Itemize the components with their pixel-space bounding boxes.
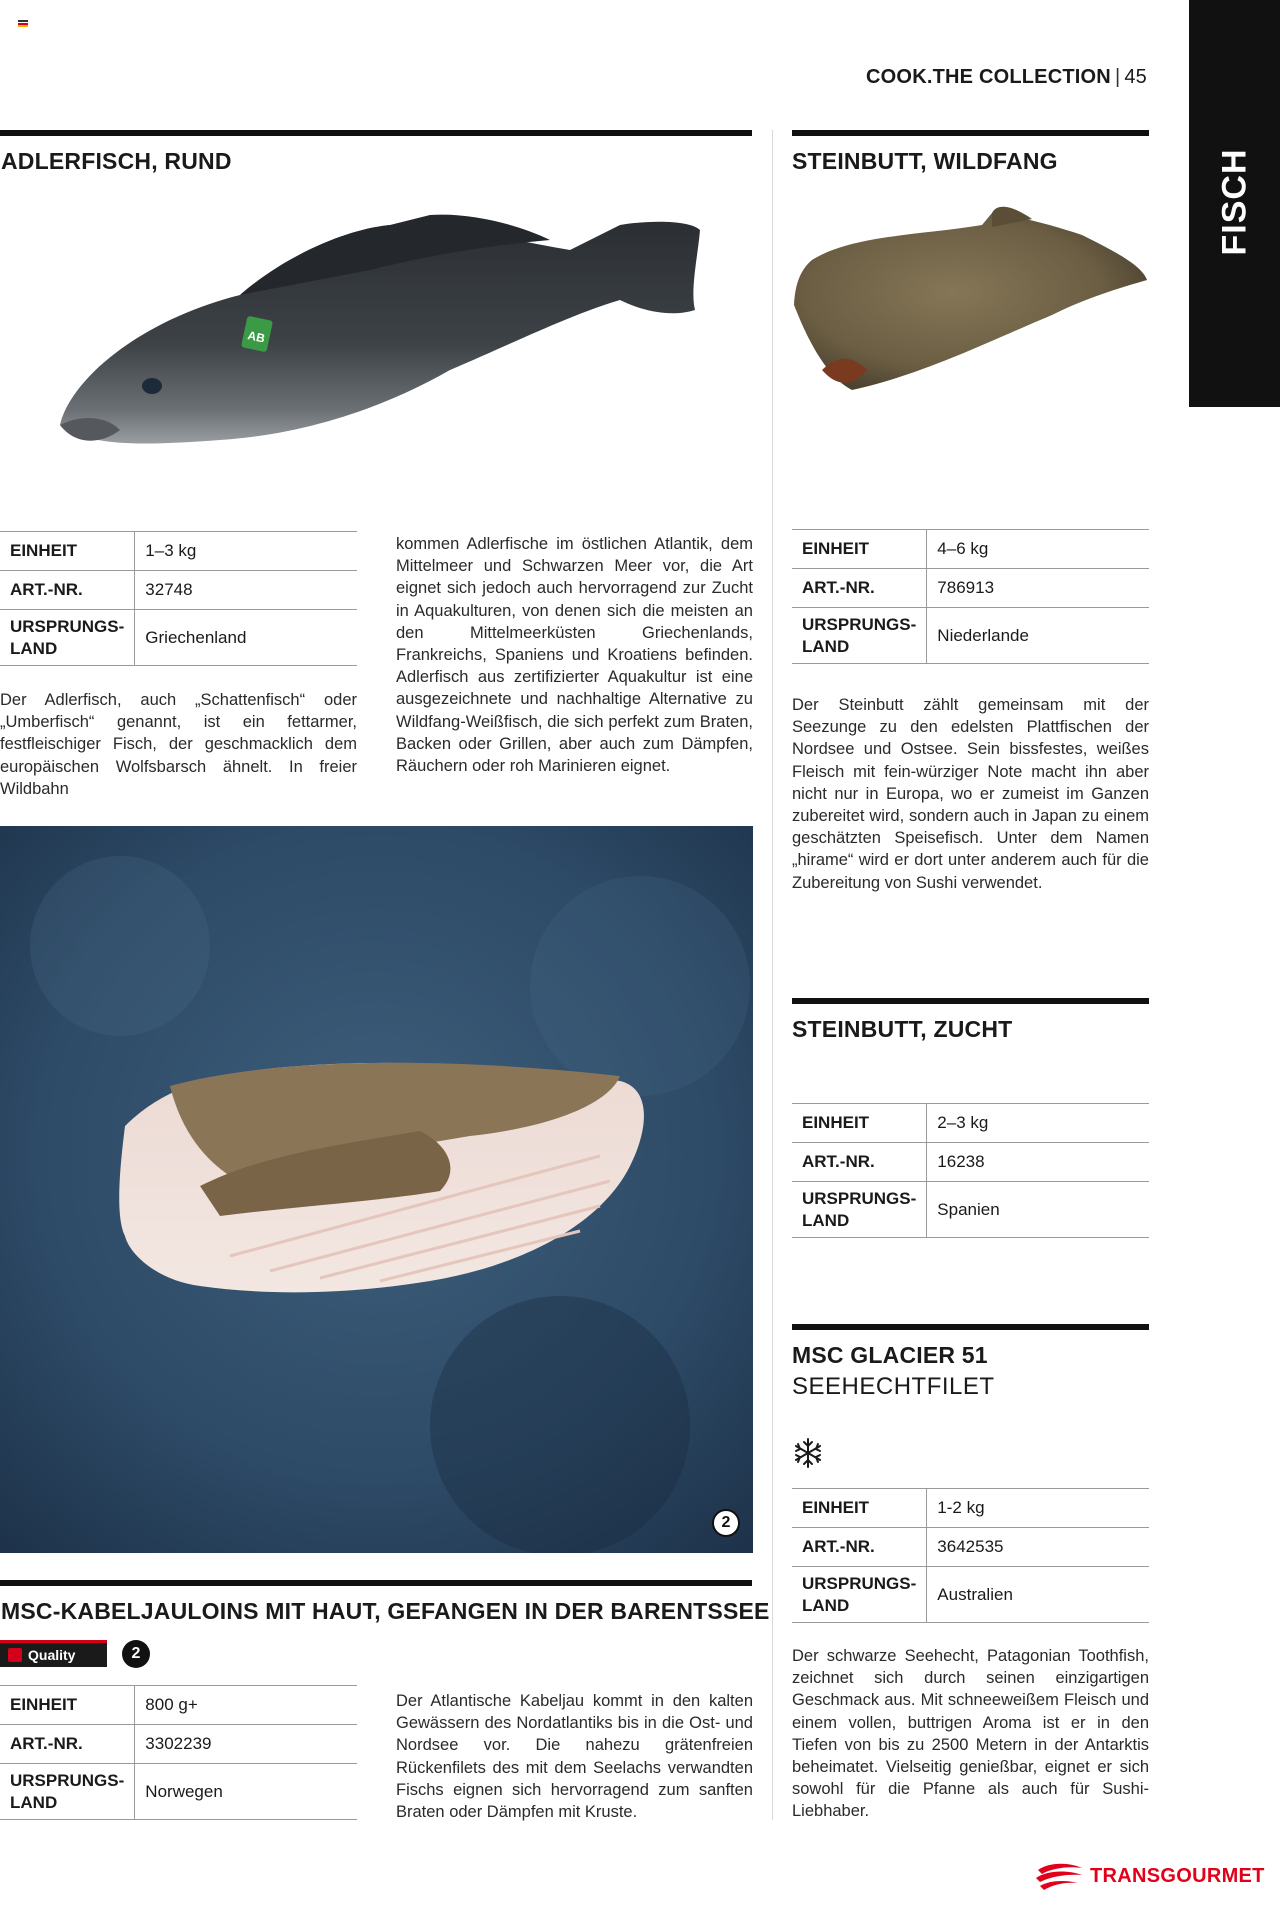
spec-label-article: ART.-NR. — [0, 571, 135, 610]
category-tab[interactable] — [1189, 0, 1280, 407]
kabeljau-title: MSC-KABELJAULOINS MIT HAUT, GEFANGEN IN DER BARENTSSEE — [1, 1598, 770, 1624]
transgourmet-logo-icon — [1034, 1860, 1084, 1892]
spec-row-origin — [792, 608, 1149, 664]
adlerfisch-image — [50, 200, 710, 480]
section-rule — [0, 1580, 752, 1586]
category-tab-label: FISCH — [1215, 148, 1253, 256]
adlerfisch-title: ADLERFISCH, RUND — [1, 148, 232, 174]
kabeljau-origin: Norwegen — [135, 1764, 357, 1820]
glacier-spec-table — [792, 1488, 1149, 1623]
glacier-subtitle: SEEHECHTFILET — [792, 1373, 995, 1400]
section-rule — [792, 998, 1149, 1004]
spec-label-article: ART.-NR. — [792, 1143, 927, 1182]
kabeljau-badge: 2 — [122, 1640, 150, 1668]
glacier-origin: Australien — [927, 1567, 1149, 1623]
snowflake-icon — [792, 1437, 824, 1469]
column-divider — [772, 130, 773, 1820]
logo-text: TRANSGOURMET — [1090, 1864, 1265, 1887]
adlerfisch-spec-table — [0, 531, 357, 666]
collection-title: COOK.THE COLLECTION — [866, 66, 1111, 88]
glacier-title: MSC GLACIER 51 — [792, 1342, 988, 1368]
page-header — [866, 66, 1147, 89]
spec-row-origin — [792, 1567, 1149, 1623]
spec-label-unit: EINHEIT — [792, 530, 927, 569]
adlerfisch-article: 32748 — [135, 571, 357, 610]
header-separator: | — [1114, 66, 1121, 88]
adlerfisch-unit: 1–3 kg — [135, 532, 357, 571]
image-badge: 2 — [712, 1509, 740, 1537]
steinbutt-zucht-spec-table — [792, 1103, 1149, 1238]
spec-label-unit: EINHEIT — [0, 532, 135, 571]
steinbutt-wild-spec-table — [792, 529, 1149, 664]
page-number: 45 — [1124, 66, 1147, 88]
spec-row-origin — [792, 1182, 1149, 1238]
quality-label — [0, 1640, 107, 1667]
steinbutt-wild-description: Der Steinbutt zählt gemeinsam mit der Seezunge zu den edelsten Plattfischen der Nordsee und Ostsee. Sein bissfestes, weißes Fleisch mit fein-würziger Note macht ihn aber nicht nur in Europa, wo er zumeist im Ganzen zubereitet wird, sondern auch in Japan zu einem geschätzten Speisefisch. Unter dem Namen „hirame“ wird er dort unter anderem auch für die Zubereitung von Sushi verwendet. — [792, 696, 1149, 892]
spec-row-article — [792, 569, 1149, 608]
section-rule — [0, 130, 752, 136]
quality-icon — [8, 1648, 22, 1662]
spec-label-origin: URSPRUNGS- LAND — [792, 1567, 927, 1623]
spec-label-unit: EINHEIT — [0, 1686, 135, 1725]
spec-row-origin — [0, 1764, 357, 1820]
spec-row-article — [0, 571, 357, 610]
spec-label-origin: URSPRUNGS- LAND — [0, 1764, 135, 1820]
quality-text: Quality — [28, 1647, 76, 1663]
steinbutt-zucht-unit: 2–3 kg — [927, 1104, 1149, 1143]
spec-row-unit — [0, 532, 357, 571]
glacier-article: 3642535 — [927, 1528, 1149, 1567]
spec-row-unit — [0, 1686, 357, 1725]
steinbutt-wild-origin: Niederlande — [927, 608, 1149, 664]
steinbutt-zucht-article: 16238 — [927, 1143, 1149, 1182]
spec-row-unit — [792, 530, 1149, 569]
spec-label-origin: URSPRUNGS- LAND — [0, 610, 135, 666]
spec-label-article: ART.-NR. — [0, 1725, 135, 1764]
section-rule — [792, 130, 1149, 136]
spec-label-unit: EINHEIT — [792, 1104, 927, 1143]
steinbutt-zucht-title: STEINBUTT, ZUCHT — [792, 1016, 1013, 1042]
spec-label-unit: EINHEIT — [792, 1489, 927, 1528]
spec-row-unit — [792, 1489, 1149, 1528]
kabeljau-description: Der Atlantische Kabeljau kommt in den kalten Gewässern des Nordatlantiks bis in die Ost- und Nordsee vor. Die nahezu grätenfreien Rückenfilets des mit dem Seelachs verwandten Fischs eignen sich hervorragend zum sanften Braten oder Dämpfen mit Kruste. — [396, 1692, 753, 1822]
transgourmet-logo[interactable] — [1034, 1860, 1265, 1892]
spec-row-article — [0, 1725, 357, 1764]
steinbutt-wild-title: STEINBUTT, WILDFANG — [792, 148, 1058, 174]
organic-label: AB — [246, 328, 267, 346]
glacier-description: Der schwarze Seehecht, Patagonian Toothfish, zeichnet sich durch seinen einzigartigen Geschmack aus. Mit schneeweißem Fleisch und einem vollen, buttrigen Aroma ist er in den Tiefen von bis zu 2500 Metern in der Antarktis beheimatet. Vielseitig genießbar, eignet er sich sowohl für die Pfanne als auch für Sushi-Liebhaber. — [792, 1647, 1149, 1821]
adlerfisch-origin: Griechenland — [135, 610, 357, 666]
glacier-unit: 1-2 kg — [927, 1489, 1149, 1528]
kabeljau-spec-table — [0, 1685, 357, 1820]
spec-row-article — [792, 1528, 1149, 1567]
adlerfisch-description-1: Der Adlerfisch, auch „Schattenfisch“ oder „Umberfisch“ genannt, ist ein fettarmer, festfleischiger Fisch, der geschmacklich dem europäischen Wolfsbarsch ähnelt. In freier Wildbahn — [0, 691, 357, 798]
section-rule — [792, 1324, 1149, 1330]
steinbutt-wild-unit: 4–6 kg — [927, 530, 1149, 569]
spec-label-article: ART.-NR. — [792, 569, 927, 608]
spec-row-article — [792, 1143, 1149, 1182]
steinbutt-zucht-origin: Spanien — [927, 1182, 1149, 1238]
adlerfisch-description-2: kommen Adlerfische im östlichen Atlantik, dem Mittelmeer und Schwarzen Meer vor, die Art eignet sich jedoch auch hervorragend zur Zucht in Aquakulturen, von denen sich die meisten an den Mittelmeerküsten Griechenlands, Frankreichs, Spaniens und Kroatiens befinden. Adlerfisch aus zertifizierter Aquakultur ist eine ausgezeichnete und nachhaltige Alternative zu Wildfang-Weißfisch, die sich perfekt zum Braten, Backen oder Grillen, aber auch zum Dämpfen, Räuchern oder roh Marinieren eignet. — [396, 535, 753, 776]
spec-label-origin: URSPRUNGS- LAND — [792, 1182, 927, 1238]
steinbutt-wild-image — [792, 205, 1152, 395]
spec-label-article: ART.-NR. — [792, 1528, 927, 1567]
kabeljau-article: 3302239 — [135, 1725, 357, 1764]
spec-label-origin: URSPRUNGS- LAND — [792, 608, 927, 664]
spec-row-unit — [792, 1104, 1149, 1143]
kabeljau-unit: 800 g+ — [135, 1686, 357, 1725]
spec-row-origin — [0, 610, 357, 666]
kabeljau-image — [0, 826, 753, 1553]
language-flag-icon — [18, 20, 28, 27]
steinbutt-wild-article: 786913 — [927, 569, 1149, 608]
